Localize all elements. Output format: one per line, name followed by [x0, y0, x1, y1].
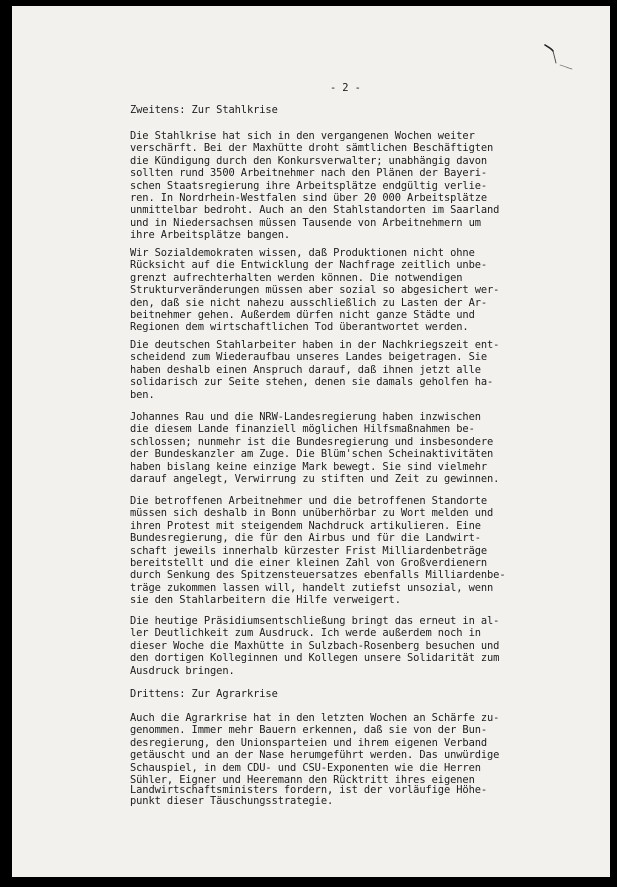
page-number: - 2 -	[330, 82, 361, 94]
section-heading-stahlkrise: Zweitens: Zur Stahlkrise	[130, 104, 278, 116]
text-line: dieser Woche die Maxhütte in Sulzbach-Rosenberg besuchen und	[130, 639, 500, 652]
text-line: unmittelbar bedroht. Auch an den Stahlstandorten im Saarland	[130, 204, 500, 217]
text-line: Rücksicht auf die Entwicklung der Nachfrage zeitlich unbe-	[130, 259, 488, 272]
text-line: schlossen; nunmehr ist die Bundesregierung und insbesondere	[130, 435, 494, 448]
text-line: ben.	[130, 388, 155, 401]
text-line: scheidend zum Wiederaufbau unseres Landes beigetragen. Sie	[130, 351, 488, 364]
text-line: Schauspiel, in dem CDU- und CSU-Exponenten wie die Herren	[130, 761, 481, 774]
text-line: Bundesregierung, die für den Airbus und für die Landwirt-	[130, 532, 481, 545]
text-line: haben deshalb einen Anspruch darauf, daß ihnen jetzt alle	[130, 363, 481, 376]
paragraph	[130, 495, 562, 607]
text-line: müssen sich deshalb in Bonn unüberhörbar zu Wort melden und	[130, 507, 494, 520]
text-line: Die betroffenen Arbeitnehmer und die betroffenen Standorte	[130, 495, 488, 507]
text-line: den dortigen Kolleginnen und Kollegen unsere Solidarität zum	[130, 652, 500, 665]
text-line: die Kündigung durch den Konkursverwalter; unabhängig davon	[130, 154, 488, 167]
paragraph	[130, 712, 562, 805]
document-page	[12, 6, 610, 877]
text-line: genommen. Immer mehr Bauern erkennen, daß sie von der Bun-	[130, 724, 488, 737]
text-line: Sühler, Eigner und Heeremann den Rücktritt ihres eigenen	[130, 773, 475, 786]
text-line: ren. In Nordrhein-Westfalen sind über 20 000 Arbeitsplätze	[130, 191, 488, 204]
text-line: sie den Stahlarbeitern die Hilfe verweigert.	[130, 594, 401, 607]
text-line: grenzt aufrechterhalten werden können. Die notwendigen	[130, 271, 463, 284]
text-line: bereitstellt und die einer kleinen Zahl von Großverdienern	[130, 556, 488, 569]
text-line: die diesem Lande finanziell möglichen Hilfsmaßnahmen be-	[130, 423, 475, 436]
text-line: Regionen dem wirtschaftlichen Tod überantwortet werden.	[130, 321, 469, 334]
text-line: verschärft. Bei der Maxhütte droht sämtlichen Beschäftigten	[130, 142, 494, 155]
text-line: Die Stahlkrise hat sich in den vergangenen Wochen weiter	[130, 130, 475, 142]
text-line: Die heutige Präsidiumsentschließung bringt das erneut in al-	[130, 615, 500, 627]
text-line: schaft jeweils innerhalb kürzester Frist Milliardenbeträge	[130, 544, 488, 557]
paragraph	[130, 130, 562, 242]
text-line: beitnehmer gehen. Außerdem dürfen nicht ganze Städte und	[130, 308, 475, 321]
text-line: Johannes Rau und die NRW-Landesregierung haben inzwischen	[130, 411, 481, 423]
text-line: den, daß sie nicht nahezu ausschließlich zu Lasten der Ar-	[130, 296, 488, 309]
pen-mark	[542, 42, 576, 72]
text-line: und in Niedersachsen müssen Tausende von Arbeitnehmern um	[130, 216, 481, 229]
text-line: ihren Protest mit steigendem Nachdruck artikulieren. Eine	[130, 519, 481, 532]
text-line: Strukturveränderungen müssen aber sozial so abgesichert wer-	[130, 284, 500, 297]
text-line: Landwirtschaftsministers fordern, ist der vorläufige Höhe-	[130, 784, 488, 797]
text-line: ler Deutlichkeit zum Ausdruck. Ich werde außerdem noch in	[130, 627, 481, 640]
text-line: sollten rund 3500 Arbeitnehmer nach den Plänen der Bayeri-	[130, 167, 488, 180]
text-line: Die deutschen Stahlarbeiter haben in der Nachkriegszeit ent-	[130, 339, 500, 351]
paragraph	[130, 339, 562, 401]
paragraph	[130, 247, 562, 334]
text-line: Ausdruck bringen.	[130, 664, 235, 677]
text-line: darauf angelegt, Verwirrung zu stiften und Zeit zu gewinnen.	[130, 472, 500, 485]
text-line: punkt dieser Täuschungsstrategie.	[130, 794, 334, 807]
text-line: durch Senkung des Spitzensteuersatzes ebenfalls Milliardenbe-	[130, 569, 506, 582]
text-line: solidarisch zur Seite stehen, denen sie damals geholfen ha-	[130, 376, 494, 389]
text-line: schen Staatsregierung ihre Arbeitsplätze endgültig verlie-	[130, 179, 488, 192]
text-line: getäuscht und an der Nase herumgeführt werden. Das unwürdige	[130, 749, 500, 762]
text-line: träge zukommen lassen will, handelt zutiefst unsozial, wenn	[130, 581, 494, 594]
text-line: Wir Sozialdemokraten wissen, daß Produktionen nicht ohne	[130, 247, 475, 259]
text-line: ihre Arbeitsplätze bangen.	[130, 229, 291, 242]
text-line: haben bislang keine einzige Mark bewegt. Sie sind vielmehr	[130, 460, 488, 473]
text-line: desregierung, den Unionsparteien und ihrem eigenen Verband	[130, 736, 488, 749]
paragraph	[130, 411, 562, 485]
paragraph	[130, 615, 562, 677]
text-line: der Bundeskanzler am Zuge. Die Blüm'schen Scheinaktivitäten	[130, 448, 494, 461]
section-heading-agrarkrise: Drittens: Zur Agrarkrise	[130, 688, 278, 700]
text-line: Auch die Agrarkrise hat in den letzten Wochen an Schärfe zu-	[130, 712, 500, 724]
